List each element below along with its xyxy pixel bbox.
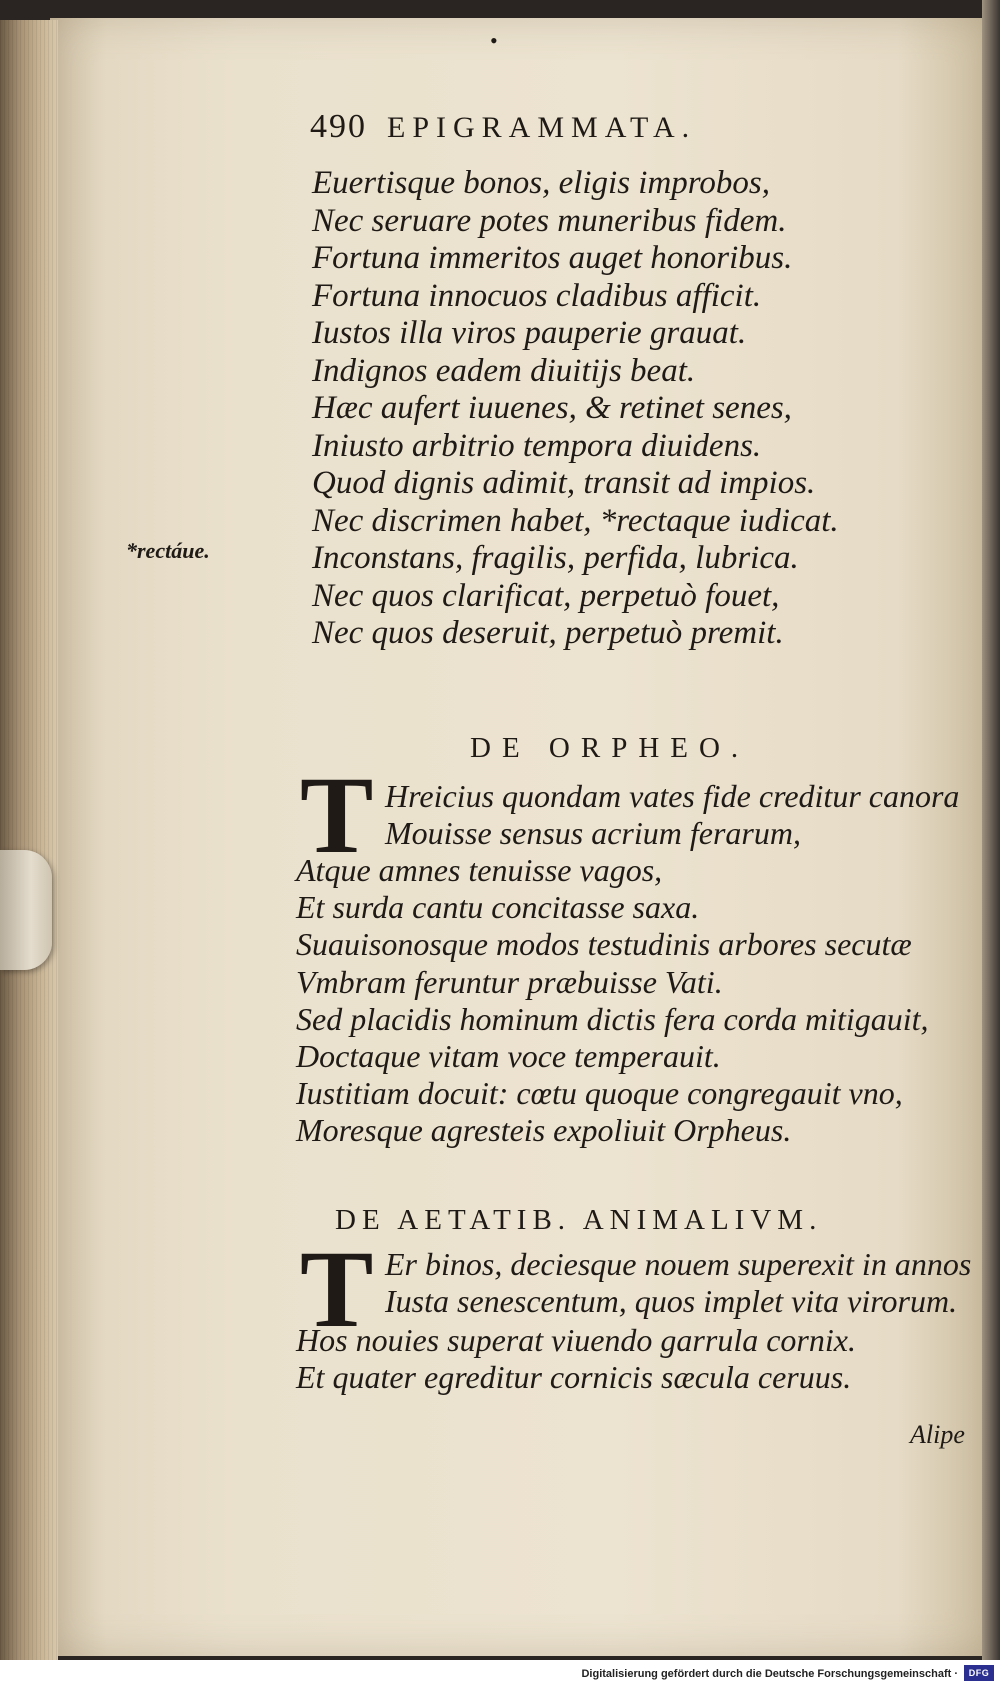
verse-line: Et quater egreditur cornicis sæcula ceruus. bbox=[296, 1359, 852, 1396]
verse-list bbox=[312, 165, 992, 653]
verse-line: Nec seruare potes muneribus fidem. bbox=[312, 202, 787, 239]
verse-line: Hreicius quondam vates fide creditur canora bbox=[385, 778, 960, 814]
verse-line: Inconstans, fragilis, perfida, lubrica. bbox=[312, 540, 799, 576]
footer-bar bbox=[0, 1660, 1000, 1688]
verse-line: Iustos illa viros pauperie grauat. bbox=[312, 315, 747, 351]
running-title: EPIGRAMMATA. bbox=[387, 111, 697, 144]
book-clasp bbox=[0, 850, 52, 970]
top-mark: • bbox=[490, 28, 498, 53]
book-fore-edge bbox=[0, 20, 58, 1660]
verse-line: Hos nouies superat viuendo garrula cornix. bbox=[296, 1322, 856, 1358]
page-number: 490 bbox=[310, 108, 367, 145]
drop-cap-orpheo: T bbox=[300, 754, 374, 876]
verse-line: Hæc aufert iuuenes, & retinet senes, bbox=[312, 390, 792, 426]
dfg-logo: DFG bbox=[964, 1665, 994, 1681]
verse-line: Doctaque vitam voce temperauit. bbox=[296, 1038, 721, 1075]
verse-line: Vmbram feruntur præbuisse Vati. bbox=[296, 963, 723, 1000]
verse-line: Fortuna immeritos auget honoribus. bbox=[312, 240, 793, 276]
drop-cap-aetatib: T bbox=[300, 1228, 374, 1350]
section-title-aetatib: DE AETATIB. ANIMALIVM. bbox=[335, 1204, 823, 1236]
section-title-orpheo: DE ORPHEO. bbox=[470, 732, 750, 764]
aetatib-lines bbox=[296, 1322, 856, 1396]
verse-line: Er binos, deciesque nouem superexit in annos bbox=[385, 1246, 972, 1282]
funding-credit: Digitalisierung gefördert durch die Deutsche Forschungsgemeinschaft · bbox=[581, 1668, 958, 1680]
orpheo-opening-lines bbox=[385, 778, 959, 852]
verse-line: Et surda cantu concitasse saxa. bbox=[296, 889, 700, 926]
verse-line: Indignos eadem diuitijs beat. bbox=[312, 352, 696, 389]
verse-line: Sed placidis hominum dictis fera corda mitigauit, bbox=[296, 1000, 929, 1037]
verse-line: Iusta senescentum, quos implet vita virorum. bbox=[385, 1283, 958, 1320]
verse-line: Quod dignis adimit, transit ad impios. bbox=[312, 465, 816, 501]
catchword: Alipe bbox=[910, 1420, 965, 1449]
verse-line: Iustitiam docuit: cœtu quoque congregauit vno, bbox=[296, 1075, 903, 1112]
verse-line: Moresque agresteis expoliuit Orpheus. bbox=[296, 1112, 792, 1149]
verse-line: Nec quos deseruit, perpetuò premit. bbox=[312, 615, 784, 651]
orpheo-lines bbox=[296, 852, 929, 1150]
verse-line: Nec quos clarificat, perpetuò fouet, bbox=[312, 577, 780, 614]
verse-line: Iniusto arbitrio tempora diuidens. bbox=[312, 427, 762, 464]
verse-line: Euertisque bonos, eligis improbos, bbox=[312, 165, 771, 201]
aetatib-opening-lines bbox=[385, 1246, 971, 1320]
verse-line: Mouisse sensus acrium ferarum, bbox=[385, 815, 801, 852]
verse-line: Fortuna innocuos cladibus afficit. bbox=[312, 277, 762, 314]
margin-note: *rectáue. bbox=[126, 538, 210, 563]
page-header bbox=[310, 108, 870, 146]
verse-line: Atque amnes tenuisse vagos, bbox=[296, 852, 663, 888]
verse-line: Suauisonosque modos testudinis arbores secutæ bbox=[296, 926, 912, 963]
verse-line: Nec discrimen habet, *rectaque iudicat. bbox=[312, 502, 839, 539]
